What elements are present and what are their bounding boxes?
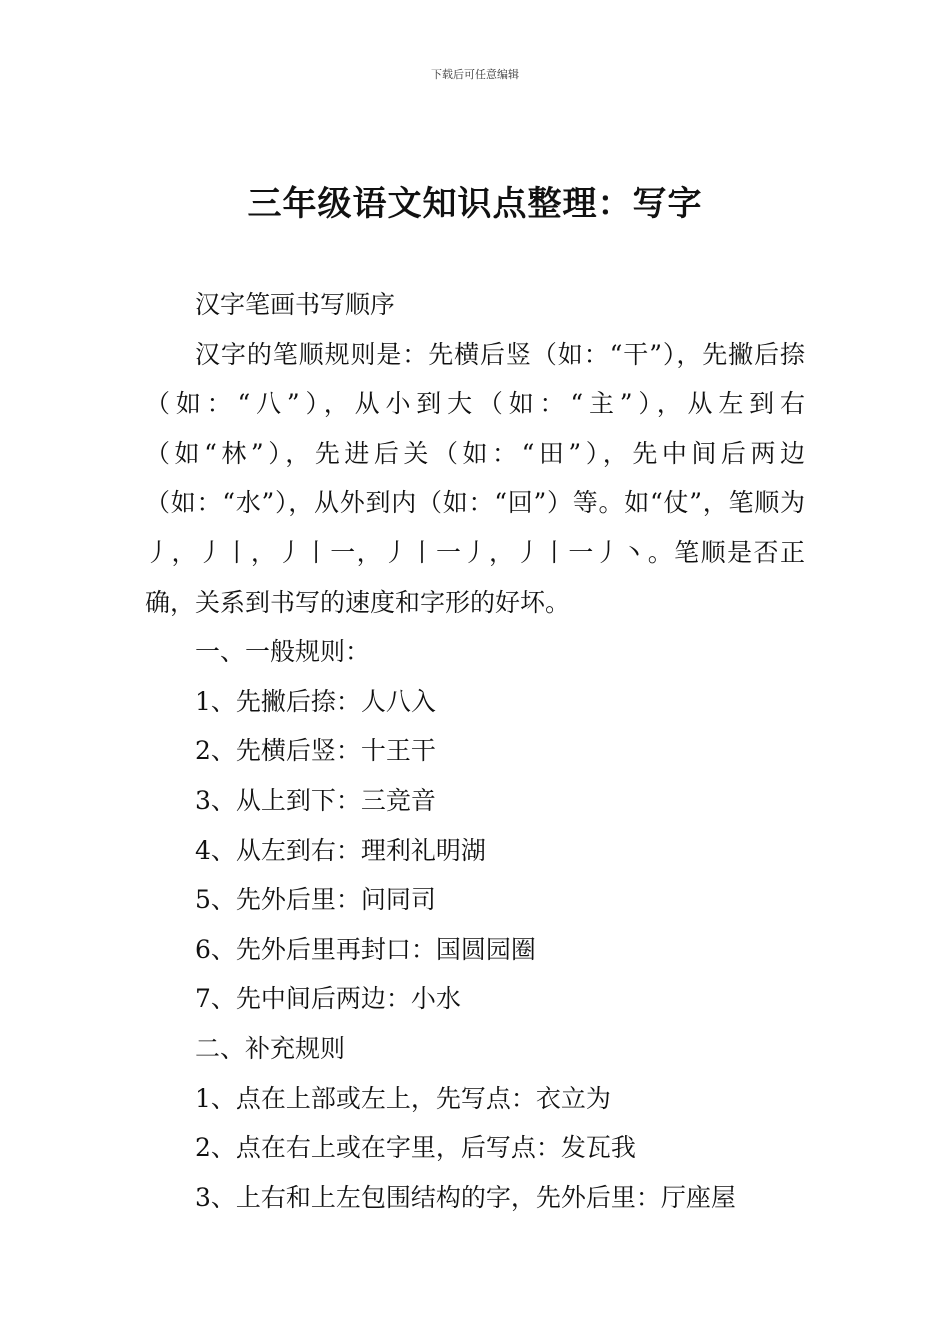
general-rule-item: 1、先撇后捺：人八入: [195, 686, 436, 716]
general-rule-item: 7、先中间后两边：小水: [195, 984, 461, 1014]
supplementary-rule-item: 2、点在右上或在字里，后写点：发瓦我: [195, 1133, 636, 1163]
document-body: [145, 280, 805, 1222]
supplementary-rule-item: 1、点在上部或左上，先写点：衣立为: [195, 1083, 611, 1113]
general-rule-item: 2、先横后竖：十王干: [195, 736, 436, 766]
general-rule-item: 3、从上到下：三竞音: [195, 785, 436, 815]
general-rule-item: 5、先外后里：问同司: [195, 885, 436, 915]
header-note: 下载后可任意编辑: [431, 68, 519, 81]
section-heading-stroke-order: 汉字笔画书写顺序: [195, 290, 396, 319]
stroke-order-rules-paragraph: 汉字的笔顺规则是：先横后竖（如：“干”），先撇后捺（如：“八”），从小到大（如：“主”），从左到右（如“林”），先进后关（如：“田”），先中间后两边（如：“水”），从外到内（如：“回”）等。如“仗”，笔顺为丿，丿丨，丿丨一，丿丨一丿，丿丨一丿丶。笔顺是否正确，关系到书写的速度和字形的好坏。: [145, 339, 805, 617]
supplementary-rules-heading: 二、补充规则: [195, 1033, 346, 1063]
supplementary-rule-item: 3、上右和上左包围结构的字，先外后里：厅座屋: [195, 1182, 736, 1212]
general-rule-item: 6、先外后里再封口：国圆园圈: [195, 934, 536, 964]
general-rule-item: 4、从左到右：理利礼明湖: [195, 835, 486, 865]
document-title: 三年级语文知识点整理：写字: [247, 184, 703, 224]
general-rules-heading: 一、一般规则：: [195, 637, 371, 667]
